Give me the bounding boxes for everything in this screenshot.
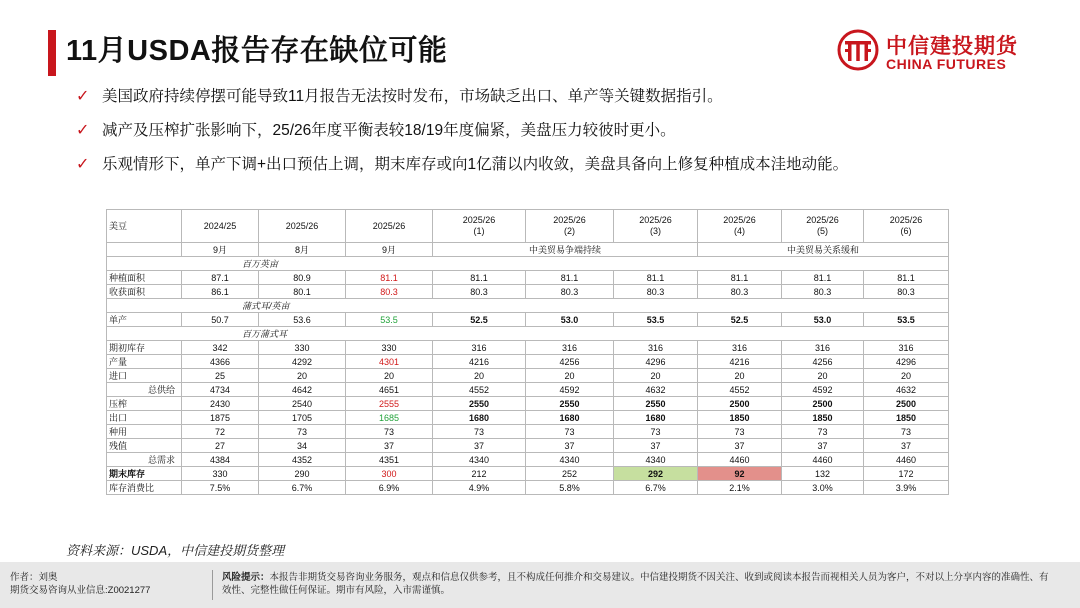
- column-header-line: 2025/26: [285, 220, 319, 231]
- value-cell: 53.5: [614, 313, 698, 327]
- value-cell: 73: [782, 425, 864, 439]
- value-cell: 4651: [346, 383, 433, 397]
- value-cell: 20: [864, 369, 949, 383]
- value-cell: 80.3: [782, 285, 864, 299]
- value-cell: 1850: [698, 411, 782, 425]
- value-cell: 316: [782, 341, 864, 355]
- month-header: 9月: [182, 243, 259, 257]
- value-cell: 81.1: [864, 271, 949, 285]
- value-cell: 4292: [259, 355, 346, 369]
- value-cell: 2500: [782, 397, 864, 411]
- value-cell: 37: [346, 439, 433, 453]
- bullet-text: 减产及压榨扩张影响下，25/26年度平衡表较18/19年度偏紧，美盘压力较彼时更小。: [102, 122, 676, 139]
- value-cell: 316: [614, 341, 698, 355]
- table-row: [107, 425, 949, 439]
- source-note: 资料来源：USDA，中信建投期货整理: [66, 543, 285, 558]
- value-cell: 81.1: [782, 271, 864, 285]
- risk-disclaimer: [222, 571, 1052, 597]
- row-label: 总需求: [107, 453, 182, 467]
- value-cell: 53.6: [259, 313, 346, 327]
- value-cell: 2550: [526, 397, 614, 411]
- balance-sheet-table-wrap: [106, 209, 948, 517]
- value-cell: 73: [346, 425, 433, 439]
- value-cell: 4642: [259, 383, 346, 397]
- value-cell: 212: [433, 467, 526, 481]
- table-row: [107, 369, 949, 383]
- value-cell: 72: [182, 425, 259, 439]
- column-header: [346, 210, 433, 243]
- risk-title: 风险提示：: [222, 572, 270, 583]
- row-label: 期末库存: [107, 467, 182, 481]
- value-cell: 4632: [864, 383, 949, 397]
- column-header-line: (4): [734, 226, 745, 236]
- column-header: [526, 210, 614, 243]
- row-label: 收获面积: [107, 285, 182, 299]
- value-cell: 87.1: [182, 271, 259, 285]
- table-cell: [107, 243, 182, 257]
- value-cell: 50.7: [182, 313, 259, 327]
- row-label: 期初库存: [107, 341, 182, 355]
- bullet-text: 美国政府持续停摆可能导致11月报告无法按时发布，市场缺乏出口、单产等关键数据指引。: [102, 88, 723, 105]
- value-cell: 292: [614, 467, 698, 481]
- table-subheader-row: [107, 243, 949, 257]
- value-cell: 20: [614, 369, 698, 383]
- value-cell: 4296: [864, 355, 949, 369]
- value-cell: 81.1: [526, 271, 614, 285]
- value-cell: 330: [259, 341, 346, 355]
- column-header-line: 2025/26: [462, 215, 496, 225]
- row-label: 库存消费比: [107, 481, 182, 495]
- bullet-item: [76, 86, 1036, 120]
- unit-label: 蒲式耳/英亩: [107, 299, 949, 313]
- column-header-line: (5): [817, 226, 828, 236]
- value-cell: 1685: [346, 411, 433, 425]
- value-cell: 80.3: [614, 285, 698, 299]
- table-row: [107, 383, 949, 397]
- table-row: [107, 397, 949, 411]
- month-header: 8月: [259, 243, 346, 257]
- title-accent-bar: [48, 30, 56, 76]
- value-cell: 73: [864, 425, 949, 439]
- bullet-item: [76, 154, 1036, 188]
- column-header: [182, 210, 259, 243]
- value-cell: 2540: [259, 397, 346, 411]
- value-cell: 80.3: [864, 285, 949, 299]
- value-cell: 4592: [782, 383, 864, 397]
- value-cell: 20: [698, 369, 782, 383]
- value-cell: 53.0: [782, 313, 864, 327]
- row-label: 出口: [107, 411, 182, 425]
- value-cell: 81.1: [614, 271, 698, 285]
- row-label: 残值: [107, 439, 182, 453]
- value-cell: 316: [698, 341, 782, 355]
- value-cell: 6.7%: [614, 481, 698, 495]
- value-cell: 81.1: [698, 271, 782, 285]
- table-row: [107, 355, 949, 369]
- value-cell: 20: [259, 369, 346, 383]
- table-row: [107, 481, 949, 495]
- column-header-line: (1): [473, 226, 485, 236]
- scenario-header: 中美贸易关系缓和: [698, 243, 949, 257]
- value-cell: 52.5: [433, 313, 526, 327]
- column-header: [698, 210, 782, 243]
- value-cell: 4592: [526, 383, 614, 397]
- value-cell: 4366: [182, 355, 259, 369]
- table-corner-label: 美豆: [107, 210, 182, 243]
- value-cell: 2555: [346, 397, 433, 411]
- value-cell: 6.7%: [259, 481, 346, 495]
- value-cell: 4460: [864, 453, 949, 467]
- logo-chinese-text: 中信建投期货: [886, 35, 1018, 58]
- value-cell: 80.9: [259, 271, 346, 285]
- value-cell: 4460: [698, 453, 782, 467]
- bullet-item: [76, 120, 1036, 154]
- value-cell: 330: [182, 467, 259, 481]
- value-cell: 86.1: [182, 285, 259, 299]
- value-cell: 132: [782, 467, 864, 481]
- value-cell: 172: [864, 467, 949, 481]
- value-cell: 73: [614, 425, 698, 439]
- value-cell: 316: [526, 341, 614, 355]
- value-cell: 252: [526, 467, 614, 481]
- value-cell: 1850: [782, 411, 864, 425]
- value-cell: 20: [526, 369, 614, 383]
- value-cell: 92: [698, 467, 782, 481]
- value-cell: 80.3: [433, 285, 526, 299]
- table-row: [107, 453, 949, 467]
- table-row: [107, 271, 949, 285]
- value-cell: 53.5: [346, 313, 433, 327]
- value-cell: 80.3: [346, 285, 433, 299]
- column-header: [614, 210, 698, 243]
- value-cell: 4216: [698, 355, 782, 369]
- bullet-list: [76, 86, 1036, 188]
- value-cell: 4256: [782, 355, 864, 369]
- unit-row: [107, 299, 949, 313]
- table-row: [107, 341, 949, 355]
- value-cell: 4296: [614, 355, 698, 369]
- value-cell: 342: [182, 341, 259, 355]
- value-cell: 37: [526, 439, 614, 453]
- value-cell: 6.9%: [346, 481, 433, 495]
- value-cell: 1680: [433, 411, 526, 425]
- unit-label: 百万英亩: [107, 257, 949, 271]
- value-cell: 37: [782, 439, 864, 453]
- author: 作者：刘奥: [10, 572, 58, 583]
- page-title: 11月USDA报告存在缺位可能: [66, 35, 448, 67]
- table-row: [107, 467, 949, 481]
- table-row: [107, 439, 949, 453]
- column-header-line: 2025/26: [806, 215, 839, 225]
- column-header-line: 2025/26: [723, 215, 756, 225]
- value-cell: 1680: [614, 411, 698, 425]
- value-cell: 81.1: [346, 271, 433, 285]
- value-cell: 37: [433, 439, 526, 453]
- column-header: [433, 210, 526, 243]
- value-cell: 52.5: [698, 313, 782, 327]
- value-cell: 1680: [526, 411, 614, 425]
- value-cell: 1705: [259, 411, 346, 425]
- unit-row: [107, 257, 949, 271]
- value-cell: 20: [346, 369, 433, 383]
- value-cell: 2500: [698, 397, 782, 411]
- table-row: [107, 313, 949, 327]
- value-cell: 81.1: [433, 271, 526, 285]
- column-header-line: 2025/26: [372, 220, 406, 231]
- company-logo: [836, 28, 1036, 76]
- value-cell: 20: [433, 369, 526, 383]
- value-cell: 2500: [864, 397, 949, 411]
- column-header-line: (6): [900, 226, 912, 236]
- value-cell: 73: [698, 425, 782, 439]
- row-label: 种植面积: [107, 271, 182, 285]
- column-header-line: (2): [564, 226, 575, 236]
- value-cell: 4216: [433, 355, 526, 369]
- column-header-line: 2025/26: [553, 215, 586, 225]
- value-cell: 73: [526, 425, 614, 439]
- value-cell: 2430: [182, 397, 259, 411]
- value-cell: 316: [864, 341, 949, 355]
- value-cell: 2.1%: [698, 481, 782, 495]
- value-cell: 300: [346, 467, 433, 481]
- value-cell: 4552: [698, 383, 782, 397]
- value-cell: 4340: [526, 453, 614, 467]
- value-cell: 4.9%: [433, 481, 526, 495]
- footer: [0, 562, 1080, 608]
- value-cell: 80.1: [259, 285, 346, 299]
- checkmark-icon: ✓: [76, 156, 90, 173]
- value-cell: 27: [182, 439, 259, 453]
- unit-row: [107, 327, 949, 341]
- value-cell: 1875: [182, 411, 259, 425]
- row-label: 种用: [107, 425, 182, 439]
- row-label: 单产: [107, 313, 182, 327]
- value-cell: 80.3: [698, 285, 782, 299]
- scenario-header: 中美贸易争端持续: [433, 243, 698, 257]
- value-cell: 316: [433, 341, 526, 355]
- unit-label: 百万蒲式耳: [107, 327, 949, 341]
- value-cell: 73: [433, 425, 526, 439]
- value-cell: 53.5: [864, 313, 949, 327]
- value-cell: 2550: [614, 397, 698, 411]
- value-cell: 330: [346, 341, 433, 355]
- logo-english-text: CHINA FUTURES: [886, 56, 1007, 72]
- value-cell: 3.9%: [864, 481, 949, 495]
- value-cell: 53.0: [526, 313, 614, 327]
- value-cell: 4552: [433, 383, 526, 397]
- citic-logo-icon: [836, 28, 880, 72]
- table-row: [107, 285, 949, 299]
- table-row: [107, 411, 949, 425]
- license-number: 期货交易咨询从业信息:Z0021277: [10, 585, 151, 596]
- value-cell: 7.5%: [182, 481, 259, 495]
- column-header: [782, 210, 864, 243]
- table-header-row: [107, 210, 949, 243]
- row-label: 总供给: [107, 383, 182, 397]
- checkmark-icon: ✓: [76, 88, 90, 105]
- value-cell: 80.3: [526, 285, 614, 299]
- value-cell: 20: [782, 369, 864, 383]
- value-cell: 4352: [259, 453, 346, 467]
- value-cell: 4632: [614, 383, 698, 397]
- balance-sheet-table: [106, 209, 949, 495]
- column-header: [259, 210, 346, 243]
- value-cell: 37: [698, 439, 782, 453]
- value-cell: 2550: [433, 397, 526, 411]
- value-cell: 4734: [182, 383, 259, 397]
- value-cell: 5.8%: [526, 481, 614, 495]
- value-cell: 4340: [433, 453, 526, 467]
- footer-author-block: [10, 571, 150, 597]
- footer-divider: [212, 570, 213, 600]
- column-header-line: 2025/26: [639, 215, 672, 225]
- value-cell: 37: [864, 439, 949, 453]
- column-header-line: (3): [650, 226, 661, 236]
- month-header: 9月: [346, 243, 433, 257]
- risk-text: 本报告非期货交易咨询业务服务，观点和信息仅供参考，且不构成任何推介和交易建议。中信建投期货不因关注、收到或阅读本报告而视相关人员为客户，不对以上分享内容的准确性、有效性、完整性做任何保证。期市有风险，入市需谨慎。: [222, 572, 1049, 596]
- bullet-text: 乐观情形下，单产下调+出口预估上调，期末库存或向1亿蒲以内收敛，美盘具备向上修复种植成本洼地动能。: [102, 156, 849, 173]
- column-header: [864, 210, 949, 243]
- row-label: 压榨: [107, 397, 182, 411]
- value-cell: 3.0%: [782, 481, 864, 495]
- row-label: 进口: [107, 369, 182, 383]
- value-cell: 4256: [526, 355, 614, 369]
- value-cell: 1850: [864, 411, 949, 425]
- value-cell: 290: [259, 467, 346, 481]
- column-header-line: 2025/26: [889, 215, 923, 225]
- value-cell: 4340: [614, 453, 698, 467]
- checkmark-icon: ✓: [76, 122, 90, 139]
- value-cell: 4301: [346, 355, 433, 369]
- value-cell: 25: [182, 369, 259, 383]
- row-label: 产量: [107, 355, 182, 369]
- column-header-line: 2024/25: [203, 220, 237, 231]
- value-cell: 73: [259, 425, 346, 439]
- value-cell: 4351: [346, 453, 433, 467]
- value-cell: 4384: [182, 453, 259, 467]
- value-cell: 4460: [782, 453, 864, 467]
- value-cell: 37: [614, 439, 698, 453]
- value-cell: 34: [259, 439, 346, 453]
